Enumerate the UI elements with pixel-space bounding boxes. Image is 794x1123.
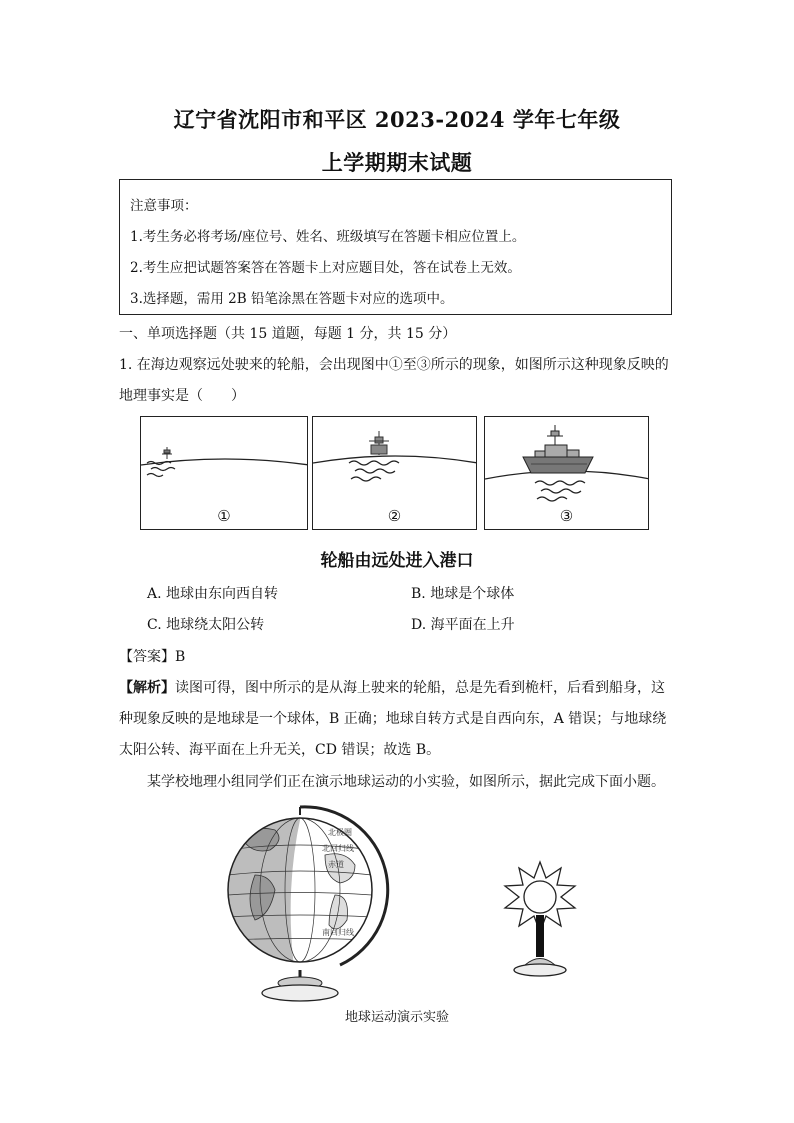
analysis-label: 【解析】 (119, 680, 175, 696)
analysis-line3: 太阳公转、海平面在上升无关，CD 错误；故选 B。 (119, 742, 441, 758)
ship-frame-3 (484, 416, 649, 530)
latitude-label-equator: 赤道 (328, 860, 344, 869)
figure-caption: 轮船由远处进入港口 (320, 551, 474, 571)
figure-label-2: ② (387, 507, 402, 525)
notice-item-3: 3.选择题，需用 2B 铅笔涂黑在答题卡对应的选项中。 (130, 291, 454, 307)
analysis-line2: 种现象反映的是地球是一个球体，B 正确；地球自转方式是自西向东，A 错误；与地球绕 (119, 711, 667, 727)
option-c: C. 地球绕太阳公转 (147, 617, 265, 633)
analysis-line1 (119, 677, 665, 697)
notice-heading: 注意事项： (130, 198, 198, 214)
analysis-text1: 读图可得，图中所示的是从海上驶来的轮船，总是先看到桅杆，后看到船身，这 (175, 680, 665, 696)
ship-superstructure-icon (369, 431, 389, 455)
globe-illustration (210, 795, 390, 1005)
page-title-line1: 辽宁省沈阳市和平区 2023-2024 学年七年级 (173, 107, 621, 132)
figure-label-1: ① (217, 507, 231, 525)
option-d: D. 海平面在上升 (411, 617, 515, 633)
warship-icon (523, 425, 593, 473)
latitude-label-tropic-cancer: 北回归线 (322, 844, 354, 853)
wave-icon (349, 461, 399, 481)
notice-box (119, 179, 672, 315)
globe-figure-caption: 地球运动演示实验 (344, 1010, 449, 1025)
ship-frame-1 (140, 416, 308, 530)
page-title-line2: 上学期期末试题 (321, 150, 473, 175)
ship-frame-2 (312, 416, 477, 530)
option-b: B. 地球是个球体 (411, 586, 515, 602)
latitude-label-arctic-circle: 北极圈 (328, 828, 352, 837)
wave-icon (535, 481, 585, 501)
notice-item-1: 1.考生务必将考场/座位号、姓名、班级填写在答题卡相应位置上。 (130, 229, 526, 245)
question1-stem-line2: 地理事实是（ ） (119, 388, 245, 404)
option-a: A. 地球由东向西自转 (147, 586, 279, 602)
figure-label-3: ③ (559, 507, 574, 525)
notice-item-2: 2.考生应把试题答案答在答题卡上对应题目处，答在试卷上无效。 (130, 260, 521, 276)
sun-lamp-icon (495, 860, 585, 995)
section-heading: 一、单项选择题（共 15 道题，每题 1 分，共 15 分） (119, 326, 457, 342)
answer: 【答案】B (119, 649, 186, 665)
latitude-label-tropic-capricorn: 南回归线 (322, 928, 354, 937)
intro-paragraph: 某学校地理小组同学们正在演示地球运动的小实验，如图所示，据此完成下面小题。 (147, 774, 665, 790)
ship-mast-icon (162, 447, 172, 459)
question1-stem-line1: 1. 在海边观察远处驶来的轮船，会出现图中①至③所示的现象，如图所示这种现象反映的 (119, 357, 669, 373)
